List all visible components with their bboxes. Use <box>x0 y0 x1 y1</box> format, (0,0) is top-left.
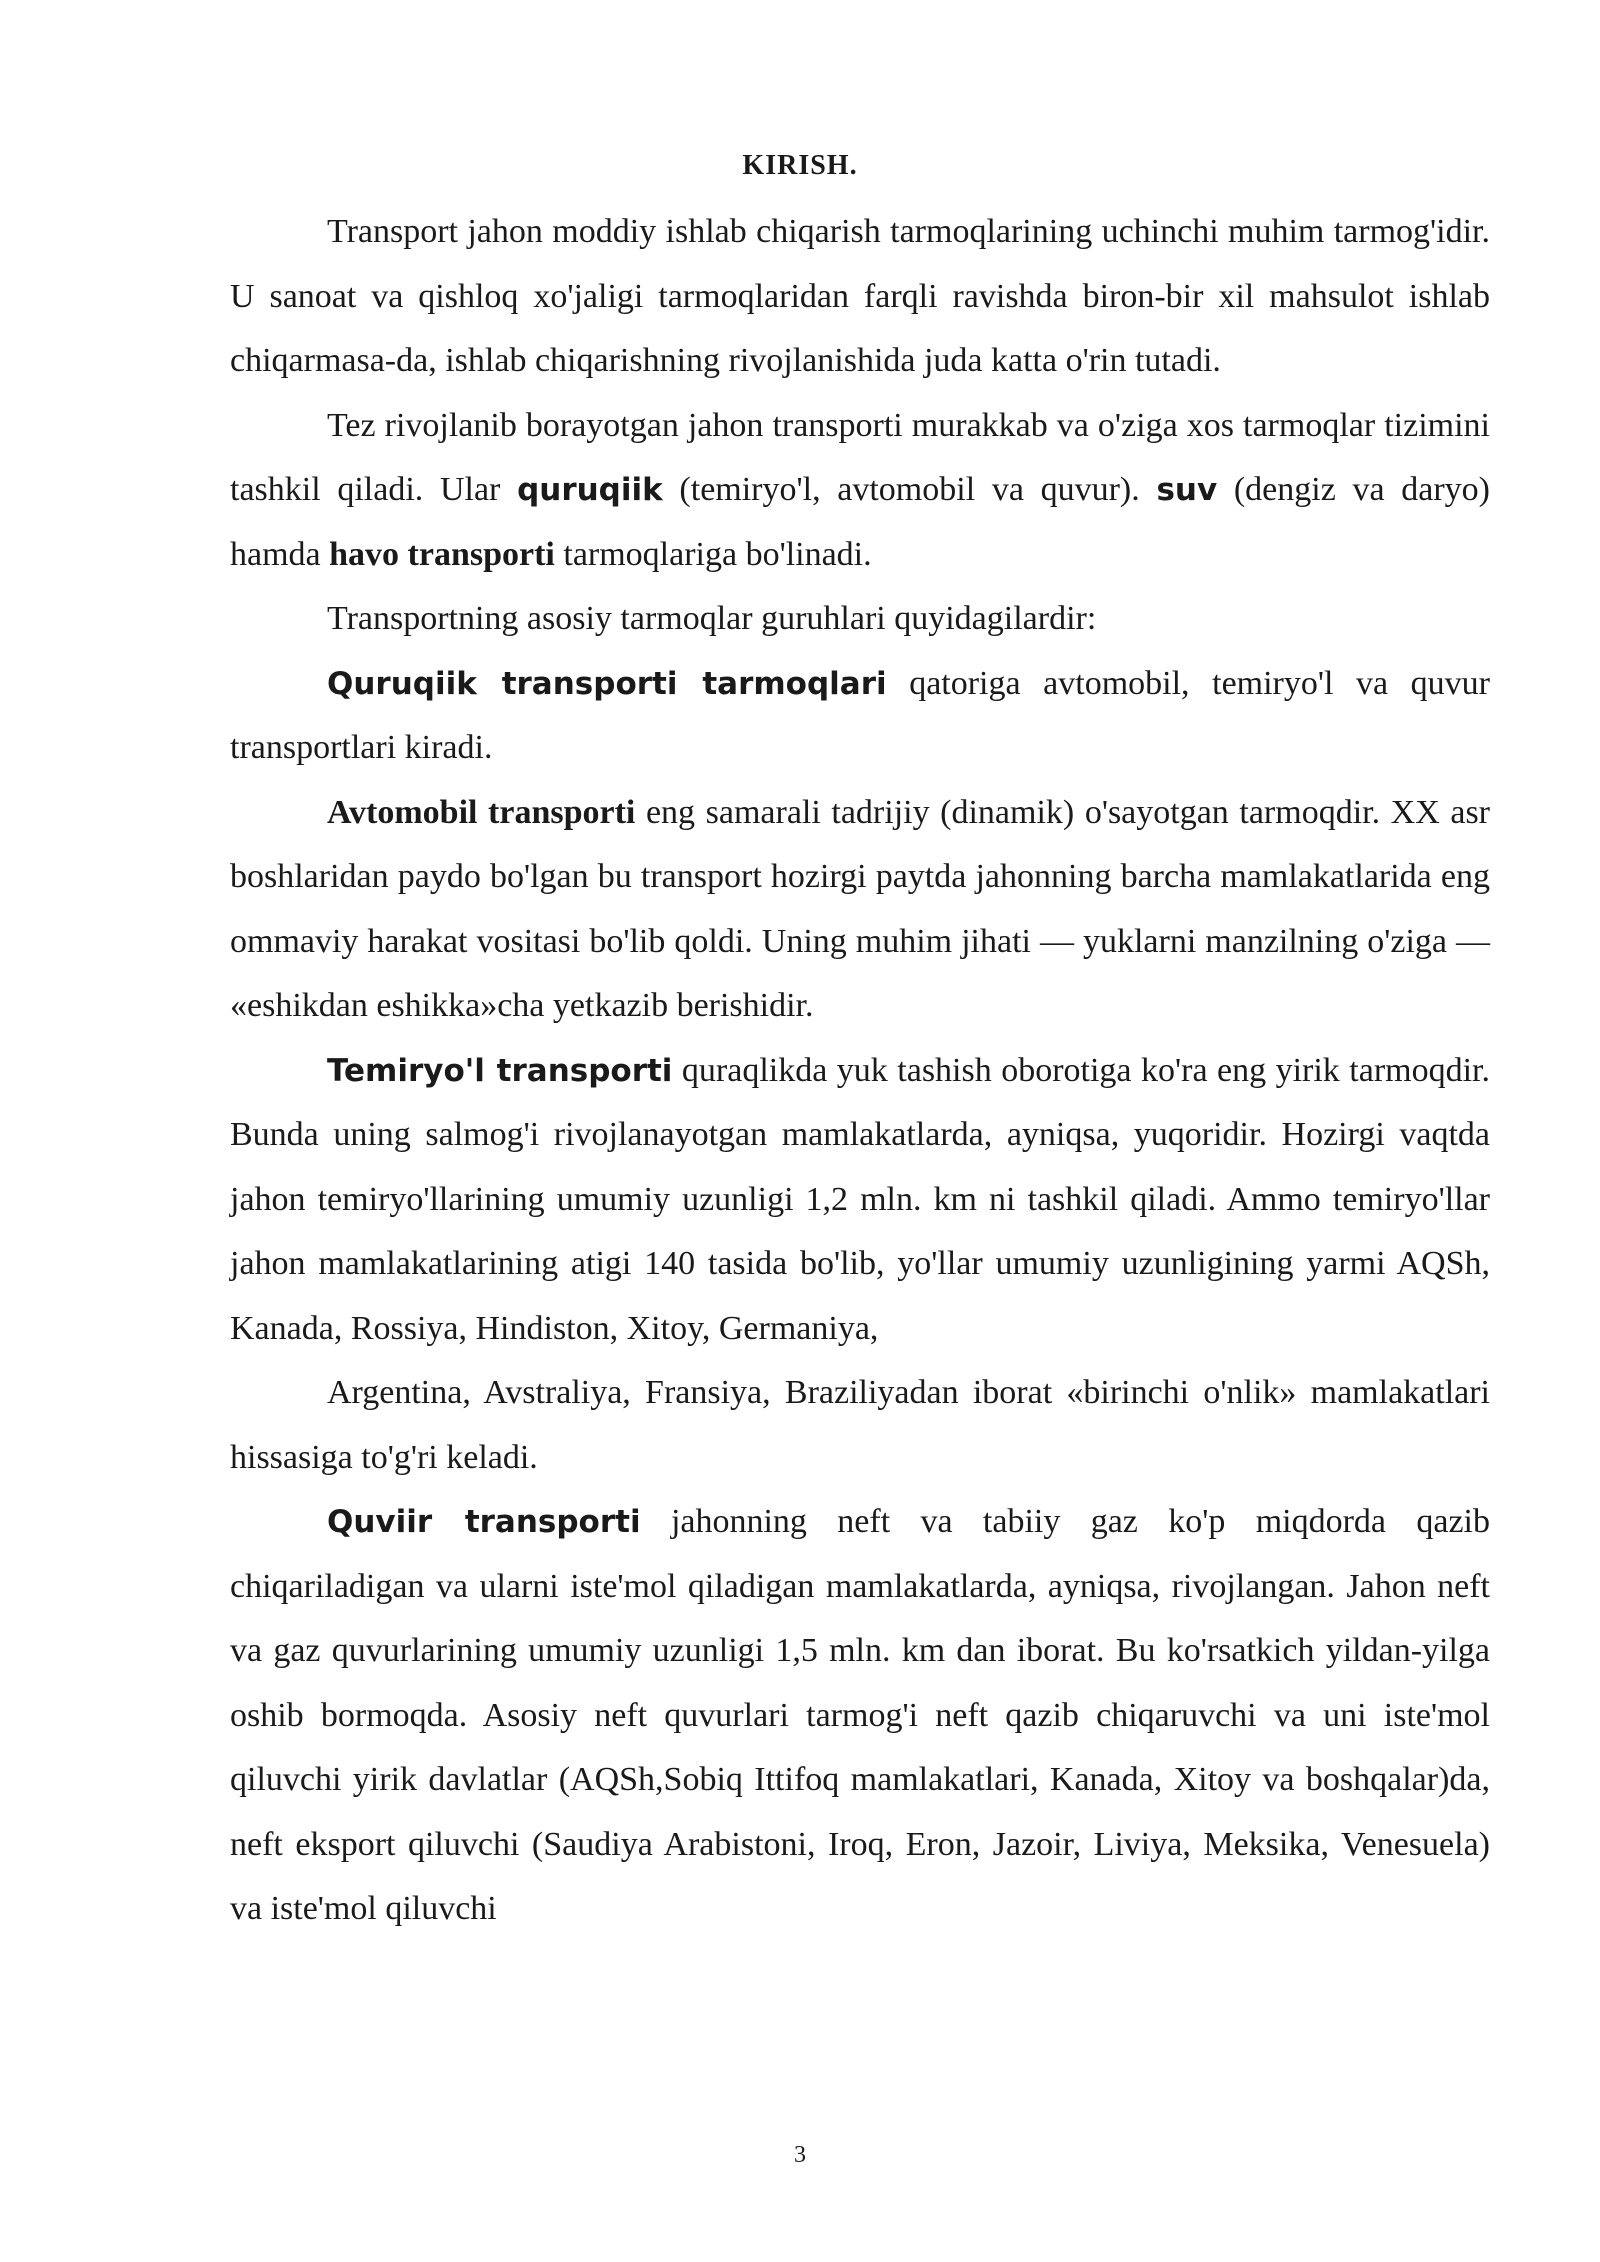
paragraph-text: Transport jahon moddiy ishlab chiqarish tarmoqlarining uchinchi muhim tarmog'idir. U sanoat va qishloq xo'jaligi tarmoqlaridan farqli ravishda biron-bir xil mahsulot ishlab chiqarmasa-da, ishlab chiqarishning rivojlanishida juda katta o'rin tutadi. <box>230 213 1490 379</box>
paragraph-transport-system <box>230 394 1490 588</box>
page-title: KIRISH. <box>742 150 858 181</box>
bold-term-road-transport: Avtomobil transporti <box>327 793 636 831</box>
paragraph-pipeline-transport <box>230 1490 1490 1942</box>
document-body <box>230 200 1490 1942</box>
paragraph-text: Tez rivojlanib borayotgan jahon transporti murakkab va o'ziga xos tarmoqlar tizimini tashkil qiladi. Ular <box>230 406 1490 508</box>
bold-term-pipeline-transport: Quviir transporti <box>327 1504 641 1540</box>
paragraph-text: tarmoqlariga bo'linadi. <box>554 535 872 573</box>
paragraph-land-transport <box>230 652 1490 781</box>
paragraph-transport-intro <box>230 200 1490 394</box>
bold-term-rail-transport: Temiryo'l transporti <box>327 1052 673 1089</box>
page-number: 3 <box>794 2142 806 2168</box>
paragraph-groups-intro <box>230 587 1490 652</box>
bold-term-land-transport: Quruqiik transporti tarmoqlari <box>327 665 887 702</box>
paragraph-text: Argentina, Avstraliya, Fransiya, Braziliyadan iborat «birinchi o'nlik» mamlakatlari hissasiga to'g'ri keladi. <box>230 1374 1490 1476</box>
paragraph-text: eng samarali tadrijiy (dinamik) o'sayotgan tarmoqdir. XX asr boshlaridan paydo bo'lgan bu transport hozirgi paytda jahonning barcha mamlakatlarida eng ommaviy harakat vositasi bo'lib qoldi. Uning muhim jihati — yuklarni manzilning o'ziga — «eshikdan eshikka»cha yetkazib berishidir. <box>230 793 1490 1024</box>
paragraph-text: qatoriga avtomobil, temiryo'l va quvur transportlari kiradi. <box>230 664 1491 766</box>
paragraph-rail-continuation <box>230 1361 1490 1490</box>
bold-term-air: havo transporti <box>329 535 555 573</box>
bold-term-land: quruqiik <box>517 472 663 508</box>
paragraph-text: Transportning asosiy tarmoqlar guruhlari quyidagilardir: <box>327 600 1097 637</box>
paragraph-rail-transport <box>230 1039 1490 1362</box>
paragraph-text: jahonning neft va tabiiy gaz ko'p miqdorda qazib chiqariladigan va ularni iste'mol qiladigan mamlakatlarda, ayniqsa, rivojlangan. Jahon neft va gaz quvurlarining umumiy uzunligi 1,5 mln. km dan iborat. Bu ko'rsatkich yildan-yilga oshib bormoqda. Asosiy neft quvurlari tarmog'i neft qazib chiqaruvchi va uni iste'mol qiluvchi yirik davlatlar (AQSh,Sobiq Ittifoq mamlakatlari, Kanada, Xitoy va boshqalar)da, neft eksport qiluvchi (Saudiya Arabistoni, Iroq, Eron, Jazoir, Liviya, Meksika, Venesuela) va iste'mol qiluvchi <box>230 1503 1491 1927</box>
bold-term-water: suv <box>1156 472 1218 508</box>
paragraph-text: (dengiz va daryo) hamda <box>230 471 1490 573</box>
paragraph-text: (temiryo'l, avtomobil va quvur). <box>662 471 1157 508</box>
paragraph-road-transport <box>230 781 1490 1039</box>
paragraph-text: quraqlikda yuk tashish oborotiga ko'ra eng yirik tarmoqdir. Bunda uning salmog'i rivojlanayotgan mamlakatlarda, ayniqsa, yuqoridir. Hozirgi vaqtda jahon temiryo'llarining umumiy uzunligi 1,2 mln. km ni tashkil qiladi. Ammo temiryo'llar jahon mamlakatlarining atigi 140 tasida bo'lib, yo'llar umumiy uzunligining yarmi AQSh, Kanada, Rossiya, Hindiston, Xitoy, Germaniya, <box>230 1051 1490 1347</box>
